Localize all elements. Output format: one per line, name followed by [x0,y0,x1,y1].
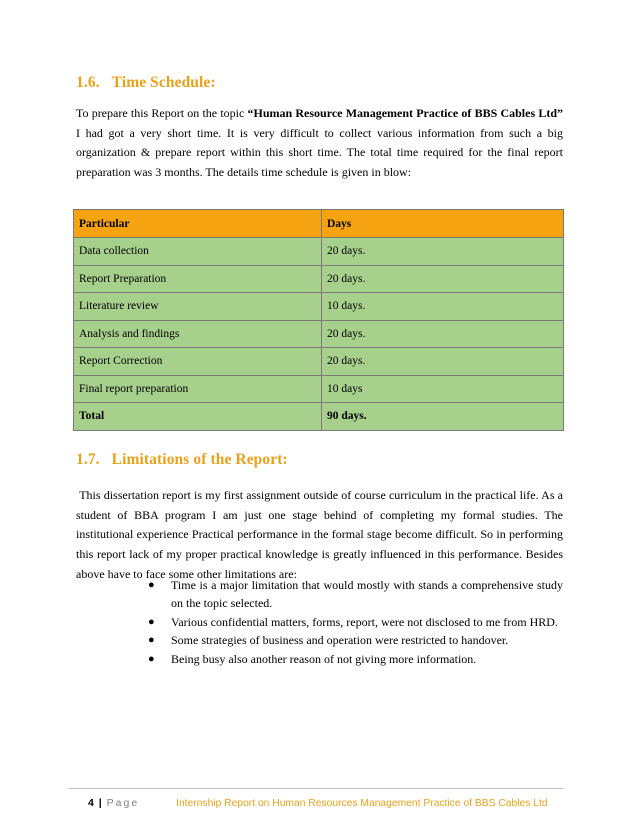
list-item-text: Various confidential matters, forms, report, were not disclosed to me from HRD. [171,614,558,629]
limitations-paragraph: This dissertation report is my first assignment outside of course curriculum in the practical life. As a student of BBA program I am just one stage behind of completing my formal studies. The institutional experience Practical performance in the formal stage become difficult. So in performing this report lack of my proper practical knowledge is greatly influenced in this performance. Besides above have to face some other limitations are: [76,488,566,581]
para-bold-topic: “Human Resource Management Practice of BBS Cables Ltd” [247,106,563,120]
footer-title: Internship Report on Human Resources Management Practice of BBS Cables Ltd [176,798,548,809]
cell-total-label: Total [74,403,322,431]
table-row [74,375,564,403]
list-item-text: Time is a major limitation that would mostly with stands a comprehensive study on the topic selected. [171,578,563,611]
section-heading-limitations [76,451,288,469]
bullet-icon: ● [148,579,155,591]
bullet-icon: ● [148,615,155,628]
cell-days: 20 days. [322,320,564,348]
table-row [74,265,564,293]
table-row [74,348,564,376]
table-row [74,238,564,266]
cell-particular: Data collection [74,238,322,266]
section-heading-time-schedule [76,74,216,92]
page-footer [68,788,564,809]
header-cell-days: Days [322,210,564,238]
para-text: To prepare this Report on the topic [76,106,248,120]
list-item [148,576,563,613]
cell-days: 20 days. [322,238,564,266]
list-item-text: Being busy also another reason of not giving more information. [171,651,477,666]
section-title: Limitations of the Report: [111,451,288,468]
cell-days: 10 days. [322,293,564,321]
cell-particular: Final report preparation [74,375,322,403]
footer-separator: | [98,797,102,809]
list-item-text: Some strategies of business and operation were restricted to handover. [171,633,509,648]
list-item [148,650,563,668]
bullet-icon: ● [148,652,155,665]
table-total-row [74,403,564,431]
cell-particular: Analysis and findings [74,320,322,348]
cell-particular: Literature review [74,293,322,321]
limitations-list [148,576,563,668]
section-number: 1.7. [76,451,100,468]
cell-particular: Report Preparation [74,265,322,293]
time-schedule-paragraph [76,104,563,183]
table-row [74,320,564,348]
page-word: Page [106,797,140,809]
cell-days: 10 days [322,375,564,403]
cell-total-days: 90 days. [322,403,564,431]
table-header-row [74,210,564,238]
cell-particular: Report Correction [74,348,322,376]
page-number: 4 [88,797,94,809]
list-item [148,631,563,649]
table-row [74,293,564,321]
list-item [148,613,563,631]
section-number: 1.6. [76,74,100,91]
para-text: I had got a very short time. It is very difficult to collect various information from such a big organization & prepare report within this short time. The total time required for the final report preparation was 3 months. The details time schedule is given in blow: [76,125,563,180]
bullet-icon: ● [148,634,155,647]
time-schedule-table [73,209,564,431]
cell-days: 20 days. [322,265,564,293]
section-title: Time Schedule: [111,74,216,91]
cell-days: 20 days. [322,348,564,376]
header-cell-particular: Particular [74,210,322,238]
